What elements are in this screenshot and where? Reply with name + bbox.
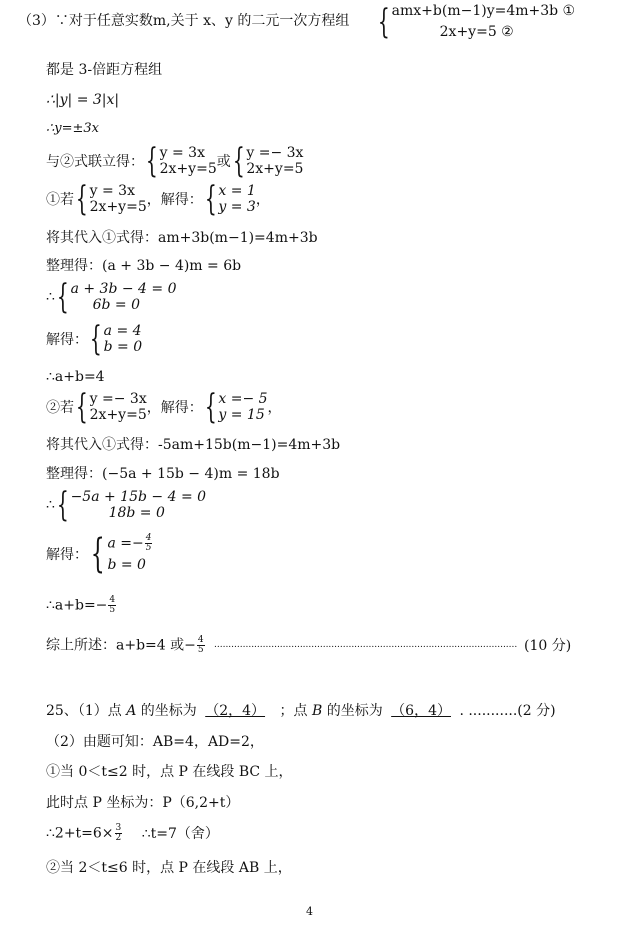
- case2-e2: 18b = 0: [108, 505, 165, 521]
- case1-s2: 2x+y=5: [89, 199, 147, 215]
- coord-b-answer: （6，4）: [391, 703, 451, 719]
- coord-a-answer: （2，4）: [205, 703, 266, 719]
- case2-label: ②若: [46, 400, 74, 416]
- q25-case1-coord: 此时点 P 坐标为：P（6,2+t）: [46, 795, 240, 811]
- combine-b2: 2x+y=5: [246, 161, 304, 177]
- summary-score: (10 分): [524, 638, 572, 654]
- case2-solve: ，解得：: [146, 400, 203, 416]
- case2-r1: x =− 5: [218, 390, 268, 407]
- brace: {: [232, 141, 245, 181]
- case1-solve: ，解得：: [146, 192, 203, 208]
- case1-s1: y = 3x: [89, 182, 135, 199]
- fraction: $\frac{4}{5}$: [145, 533, 152, 554]
- combine-label: 与②式联立得：: [46, 154, 144, 170]
- point-a: A: [126, 703, 137, 719]
- therefore: ∴: [46, 289, 55, 305]
- combine-a1: y = 3x: [159, 144, 205, 161]
- q25-case2: ②当 2＜t≤6 时，点 P 在线段 AB 上，: [46, 860, 292, 876]
- case2-sub: 将其代入①式得：-5am+15b(m−1)=4m+3b: [46, 437, 341, 453]
- line-def: 都是 3-倍距方程组: [46, 62, 163, 78]
- case2-line: [46, 387, 282, 427]
- fraction: $\frac{3}{2}$: [115, 823, 122, 843]
- case2-s2: 2x+y=5: [89, 407, 147, 423]
- case2-simp: 整理得：(−5a + 15b − 4)m = 18b: [46, 466, 280, 482]
- case2-end: ，: [267, 400, 282, 416]
- case2-sum: ∴a+b=− $\frac{4}{5}$: [46, 595, 116, 615]
- fraction: $\frac{4}{5}$: [109, 595, 116, 615]
- case1-e1: a + 3b − 4 = 0: [70, 280, 177, 297]
- page-number: 4: [306, 905, 313, 918]
- combine-or: 或: [216, 154, 231, 170]
- case2-e1: −5a + 15b − 4 = 0: [70, 488, 207, 505]
- sys-eq2: 2x+y=5 ②: [439, 24, 514, 41]
- brace: {: [377, 1, 390, 42]
- solved-label: 解得：: [46, 547, 88, 563]
- case2-s1: y =− 3x: [89, 390, 147, 407]
- main-system: [376, 3, 575, 40]
- case1-simp: 整理得：(a + 3b − 4)m = 6b: [46, 258, 242, 274]
- case1-end: ，: [255, 192, 270, 208]
- line-pm: ∴y=±3x: [46, 121, 100, 136]
- solved-label: 解得：: [46, 332, 88, 348]
- case1-label: ①若: [46, 192, 74, 208]
- therefore: ∴: [46, 497, 55, 513]
- q25-score: (2 分): [517, 703, 556, 719]
- brace: {: [75, 387, 88, 427]
- brace: {: [89, 319, 102, 359]
- summary: 综上所述：a+b=4 或− $\frac{4}{5}$: [46, 635, 204, 655]
- sys-eq1: amx+b(m−1)y=4m+3b ①: [391, 3, 576, 19]
- case1-line: [46, 179, 270, 219]
- case2-b: b = 0: [107, 557, 146, 574]
- case1-e2: 6b = 0: [92, 297, 140, 313]
- case1-r1: x = 1: [218, 182, 256, 199]
- brace: {: [56, 485, 69, 525]
- combine-line: [46, 141, 304, 181]
- combine-b1: y =− 3x: [246, 144, 304, 161]
- case1-b: b = 0: [103, 339, 143, 355]
- q25-part1: 25、（1）点 A 的坐标为 （2，4） ；点 B 的坐标为 （6，4） . ...........(2 分): [46, 703, 556, 719]
- line-abs: ∴|y| = 3|x|: [46, 92, 120, 108]
- brace: {: [56, 277, 69, 317]
- case1-sub: 将其代入①式得：am+3b(m−1)=4m+3b: [46, 230, 318, 246]
- q25-case1-eq: ∴2+t=6× $\frac{3}{2}$ ∴t=7（舍）: [46, 823, 219, 843]
- brace: {: [145, 141, 158, 181]
- fraction: $\frac{4}{5}$: [197, 635, 204, 655]
- case2-r2: y = 15: [218, 407, 265, 423]
- combine-a2: 2x+y=5: [159, 161, 217, 177]
- part3-intro: （3）∵对于任意实数m,关于 x、y 的二元一次方程组: [18, 13, 350, 29]
- q25-case1: ①当 0＜t≤2 时，点 P 在线段 BC 上，: [46, 764, 293, 780]
- case2-solved: [46, 531, 153, 577]
- case1-r2: y = 3: [218, 199, 256, 215]
- brace: {: [75, 179, 88, 219]
- case2-a: a =− $\frac{4}{5}$: [107, 533, 152, 554]
- case1-sum: ∴a+b=4: [46, 369, 105, 385]
- q25-part2: （2）由题可知：AB=4，AD=2，: [46, 734, 264, 750]
- case1-solved: [46, 319, 143, 359]
- point-b: B: [311, 703, 323, 719]
- brace: {: [204, 179, 217, 219]
- brace: {: [204, 387, 217, 427]
- summary-dots: ..........................................................................................................: [214, 640, 518, 650]
- case1-a: a = 4: [103, 322, 142, 339]
- case1-eqs: [46, 277, 177, 317]
- brace: {: [90, 531, 105, 577]
- case2-eqs: [46, 485, 207, 525]
